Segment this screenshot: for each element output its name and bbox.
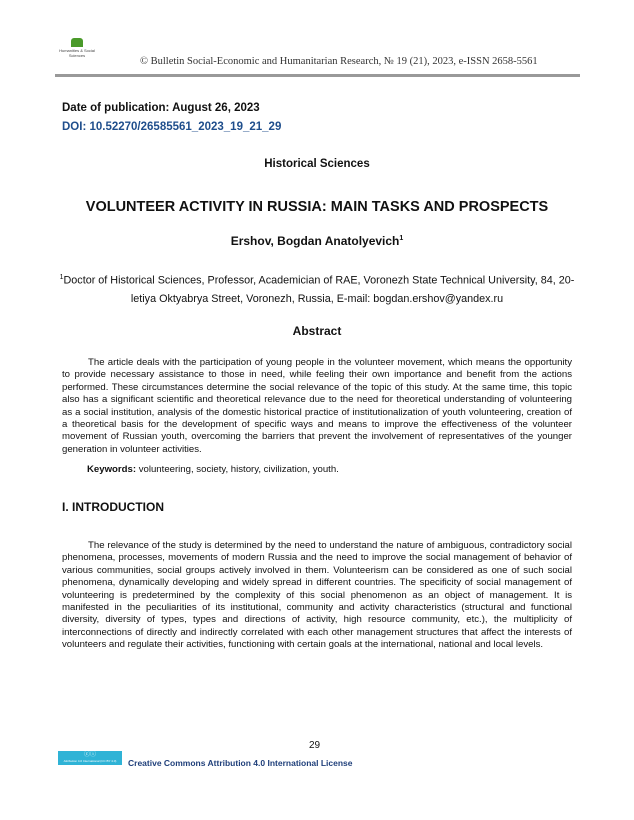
- people-icon: [71, 38, 83, 47]
- cc-license-badge[interactable]: [58, 751, 122, 765]
- introduction-heading: I. INTRODUCTION: [62, 500, 164, 514]
- introduction-text: The relevance of the study is determined by the need to understand the nature of ambiguous, contradictory social phenomena, processes, movements of modern Russia and the need to improve the social management of behavior of various communities, social groups actively involved in them. Volunteerism can be considered as one of such social phenomena, dynamically developing and widely spread in different countries. The specificity of social management of volunteering is predetermined by the complexity of this social phenomenon as an object of management. It is manifested in the peculiarities of its institutional, community and activity characteristics (structural and functional diversity, diversity of types, types and directions of activity, high resource community, etc.), the multiplicity of interconnections of directly and indirectly correlated with each other management structures that affect the interests of volunteers and regulate their activities, functioning with certain goals at the international, national and local levels.: [62, 540, 572, 651]
- author: [0, 234, 634, 248]
- cc-icon: ⓒⓘ: [83, 752, 96, 758]
- logo-text: Humanities & Social Sciences: [59, 48, 95, 58]
- affiliation-sup: 1: [59, 274, 64, 281]
- publication-date: Date of publication: August 26, 2023: [62, 102, 260, 114]
- author-sup: 1: [399, 235, 404, 242]
- affiliation: [0, 269, 634, 308]
- doi-link[interactable]: DOI: 10.52270/26585561_2023_19_21_29: [62, 121, 282, 133]
- abstract-text: The article deals with the participation of young people in the volunteer movement, which means the opportunity to provide necessary assistance to those in need, while feeling their own importance and benefit from the actions performed. These circumstances determine the social relevance of the topic of this study. At the same time, this topic also has a significant scientific and theoretical relevance due to the need for theoretical understanding of volunteering as a social institution, analysis of the domestic historical practice of institutionalization of youth volunteering, creation of a theoretical basis for the development of specific ways and means to improve the effectiveness of the volunteer movement of Russian youth, overcoming the barriers that prevent the involvement of representatives of the younger generation in volunteer activities.: [62, 357, 572, 455]
- section-title: Historical Sciences: [264, 158, 370, 170]
- abstract-heading: Abstract: [292, 324, 342, 338]
- keywords: [87, 464, 339, 475]
- badge-text: Attribution 4.0 International (CC BY 4.0): [63, 759, 117, 763]
- keywords-text: volunteering, society, history, civilization, youth.: [136, 464, 339, 475]
- page-number: 29: [309, 740, 321, 751]
- header-divider: [55, 74, 580, 77]
- author-name: Ershov, Bogdan Anatolyevich: [230, 234, 400, 248]
- license-link[interactable]: Creative Commons Attribution 4.0 International License: [128, 758, 353, 768]
- article-title: VOLUNTEER ACTIVITY IN RUSSIA: MAIN TASKS AND PROSPECTS: [85, 199, 549, 215]
- journal-header: © Bulletin Social-Economic and Humanitarian Research, № 19 (21), 2023, e-ISSN 2658-5561: [140, 56, 538, 67]
- journal-logo: [52, 38, 102, 58]
- keywords-label: Keywords:: [87, 464, 137, 475]
- affiliation-text: Doctor of Historical Sciences, Professor, Academician of RAE, Voronezh State Technical University, 84, 20-letiya Oktyabrya Street, Voronezh, Russia, E-mail: bogdan.ershov@yandex.ru: [63, 274, 575, 305]
